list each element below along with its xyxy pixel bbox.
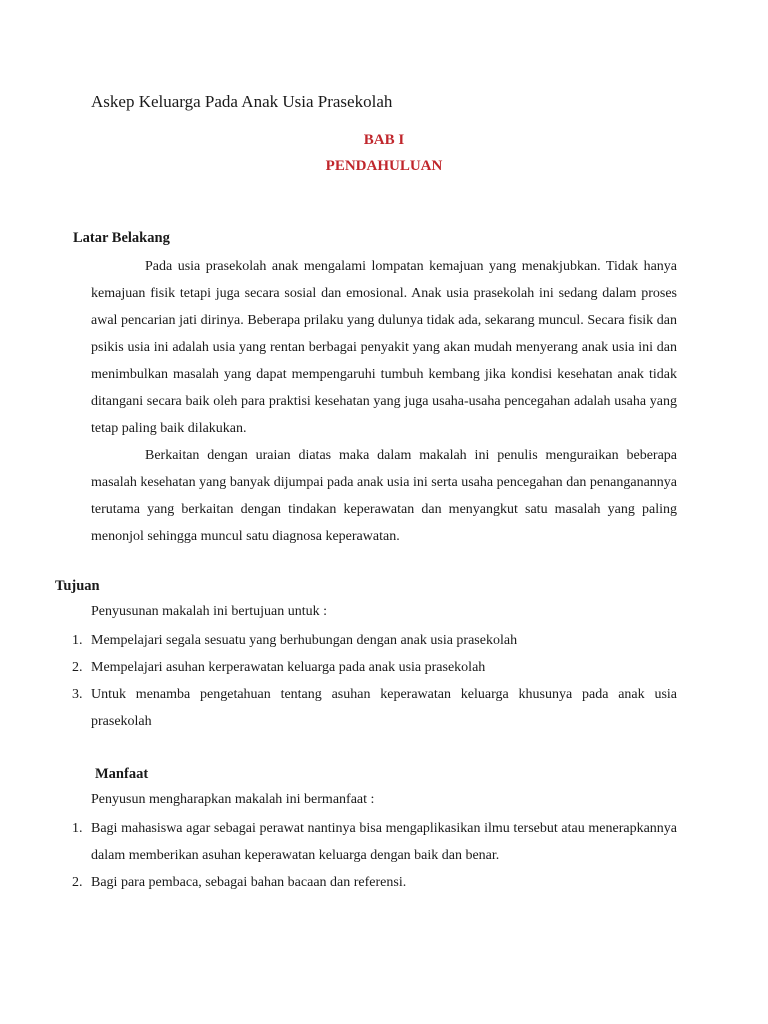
list-text: Untuk menamba pengetahuan tentang asuhan keperawatan keluarga khusunya pada anak usia prasekolah	[91, 687, 677, 729]
tujuan-list	[72, 627, 677, 735]
list-item	[72, 654, 677, 681]
list-item	[72, 815, 677, 869]
list-number: 1.	[72, 821, 83, 836]
list-number: 2.	[72, 875, 83, 890]
section-intro: Penyusun mengharapkan makalah ini bermanfaat :	[91, 792, 375, 807]
list-item	[72, 869, 677, 896]
section-heading-manfaat: Manfaat	[95, 766, 149, 782]
list-text: Bagi para pembaca, sebagai bahan bacaan dan referensi.	[91, 875, 407, 890]
paragraph: Berkaitan dengan uraian diatas maka dalam makalah ini penulis menguraikan beberapa masalah kesehatan yang banyak dijumpai pada anak usia ini serta usaha pencegahan dan penanganannya terutama yang berkaitan dengan tindakan keperawatan dan menyangkut satu masalah yang paling menonjol sehingga muncul satu diagnosa keperawatan.	[91, 448, 677, 544]
list-text: Bagi mahasiswa agar sebagai perawat nantinya bisa mengaplikasikan ilmu tersebut atau menerapkannya dalam memberikan asuhan keperawatan keluarga dengan baik dan benar.	[91, 821, 677, 863]
manfaat-list	[72, 815, 677, 896]
chapter-number: BAB I	[363, 132, 405, 148]
section-heading-tujuan: Tujuan	[55, 578, 100, 594]
list-number: 1.	[72, 633, 83, 648]
section-heading-latar-belakang: Latar Belakang	[73, 230, 170, 246]
list-text: Mempelajari asuhan kerperawatan keluarga pada anak usia prasekolah	[91, 660, 486, 675]
list-item	[72, 627, 677, 654]
list-number: 3.	[72, 687, 83, 702]
document-title: Askep Keluarga Pada Anak Usia Prasekolah	[91, 92, 393, 111]
paragraph: Pada usia prasekolah anak mengalami lompatan kemajuan yang menakjubkan. Tidak hanya kemajuan fisik tetapi juga secara sosial dan emosional. Anak usia prasekolah ini sedang dalam proses awal pencarian jati dirinya. Beberapa prilaku yang dulunya tidak ada, sekarang muncul. Secara fisik dan psikis usia ini adalah usia yang rentan berbagai penyakit yang akan mudah menyerang anak usia ini dan menimbulkan masalah yang dapat mempengaruhi tumbuh kembang jika kondisi kesehatan anak tidak ditangani secara baik oleh para praktisi kesehatan yang juga usaha-usaha pencegahan adalah usaha yang tetap paling baik dilakukan.	[91, 259, 677, 436]
list-item	[72, 681, 677, 735]
list-text: Mempelajari segala sesuatu yang berhubungan dengan anak usia prasekolah	[91, 633, 518, 648]
section-intro: Penyusunan makalah ini bertujuan untuk :	[91, 604, 328, 619]
list-number: 2.	[72, 660, 83, 675]
chapter-title: PENDAHULUAN	[325, 158, 443, 174]
